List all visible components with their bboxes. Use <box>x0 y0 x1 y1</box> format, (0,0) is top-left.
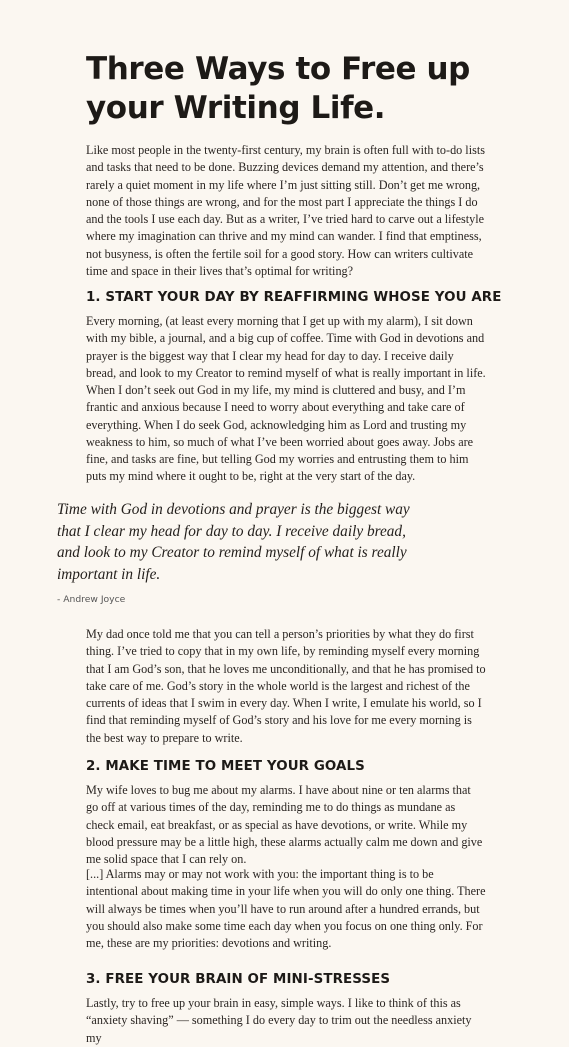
section-3-heading: 3. FREE YOUR BRAIN OF MINI-STRESSES <box>86 972 391 987</box>
section-1-paragraph-3: My dad once told me that you can tell a person’s priorities by what they do first thing. I’ve tried to copy that in my own life, by reminding myself every morning that I am God’s son, that he loves me unconditionally, and that he has promised to take care of me. God’s story in the whole world is the largest and richest of the currents of ideas that I swim in every day. When I write, I emulate his world, so I find that reminding myself of God’s story and his love for me every morning is the best way to prepare to write. <box>86 627 486 745</box>
pull-quote: Time with God in devotions and prayer is the biggest way that I clear my head for day to day. I receive daily bread, and look to my Creator to remind myself of what is really important in life. <box>57 501 410 583</box>
intro-paragraph: Like most people in the twenty-first century, my brain is often full with to-do lists and tasks that need to be done. Buzzing devices demand my attention, and there’s rarely a quiet moment in my life where I’m just sitting still. Don’t get me wrong, none of those things are wrong, and for the most part I appreciate the things I do and the tools I use each day. But as a writer, I’ve tried hard to carve out a lifestyle where my imagination can thrive and my mind can wander. I find that emptiness, not busyness, is often the fertile soil for a good story. How can writers cultivate time and space in their lives that’s optimal for writing? <box>86 143 485 279</box>
section-1-paragraph-2: When I don’t seek out God in my life, my mind is cluttered and busy, and I’m frantic and anxious because I need to worry about everything and take care of everything. When I do seek God, acknowledging him as Lord and trusting my weakness to him, so much of what I’ve been worried about goes away. Jobs are fine, and tasks are fine, but telling God my worries and entrusting them to him puts my mind where it ought to be, right at the very start of the day. <box>86 383 474 484</box>
section-1-heading: 1. START YOUR DAY BY REAFFIRMING WHOSE YOU ARE <box>86 290 502 305</box>
section-2-paragraph-1: My wife loves to bug me about my alarms. I have about nine or ten alarms that go off at various times of the day, reminding me to do things as mundane as check email, eat breakfast, or as special as have devotions, or write. While my blood pressure may be a little high, these alarms actually calm me down and give me solid space that I can rely on. <box>86 783 483 867</box>
section-2-paragraph-2: [...] Alarms may or may not work with you: the important thing is to be intentional about making time in your life when you will do only one thing. There will always be times when you’ll have to run around after a hundred errands, but you should also make some time each day when you focus on one thing only. For me, these are my priorities: devotions and writing. <box>86 867 486 951</box>
pull-quote-author: - Andrew Joyce <box>57 594 126 605</box>
article-title: Three Ways to Free up your Writing Life. <box>86 51 470 126</box>
section-2-heading: 2. MAKE TIME TO MEET YOUR GOALS <box>86 759 365 774</box>
section-1-paragraph-1: Every morning, (at least every morning that I get up with my alarm), I sit down with my bible, a journal, and a big cup of coffee. Time with God in devotions and prayer is the biggest way that I clear my head for day to day. I receive daily bread, and look to my Creator to remind myself of what is really important in life. <box>86 314 486 380</box>
section-3-paragraph-1: Lastly, try to free up your brain in easy, simple ways. I like to think of this as “anxiety shaving” — something I do every day to trim out the needless anxiety my <box>86 996 472 1045</box>
